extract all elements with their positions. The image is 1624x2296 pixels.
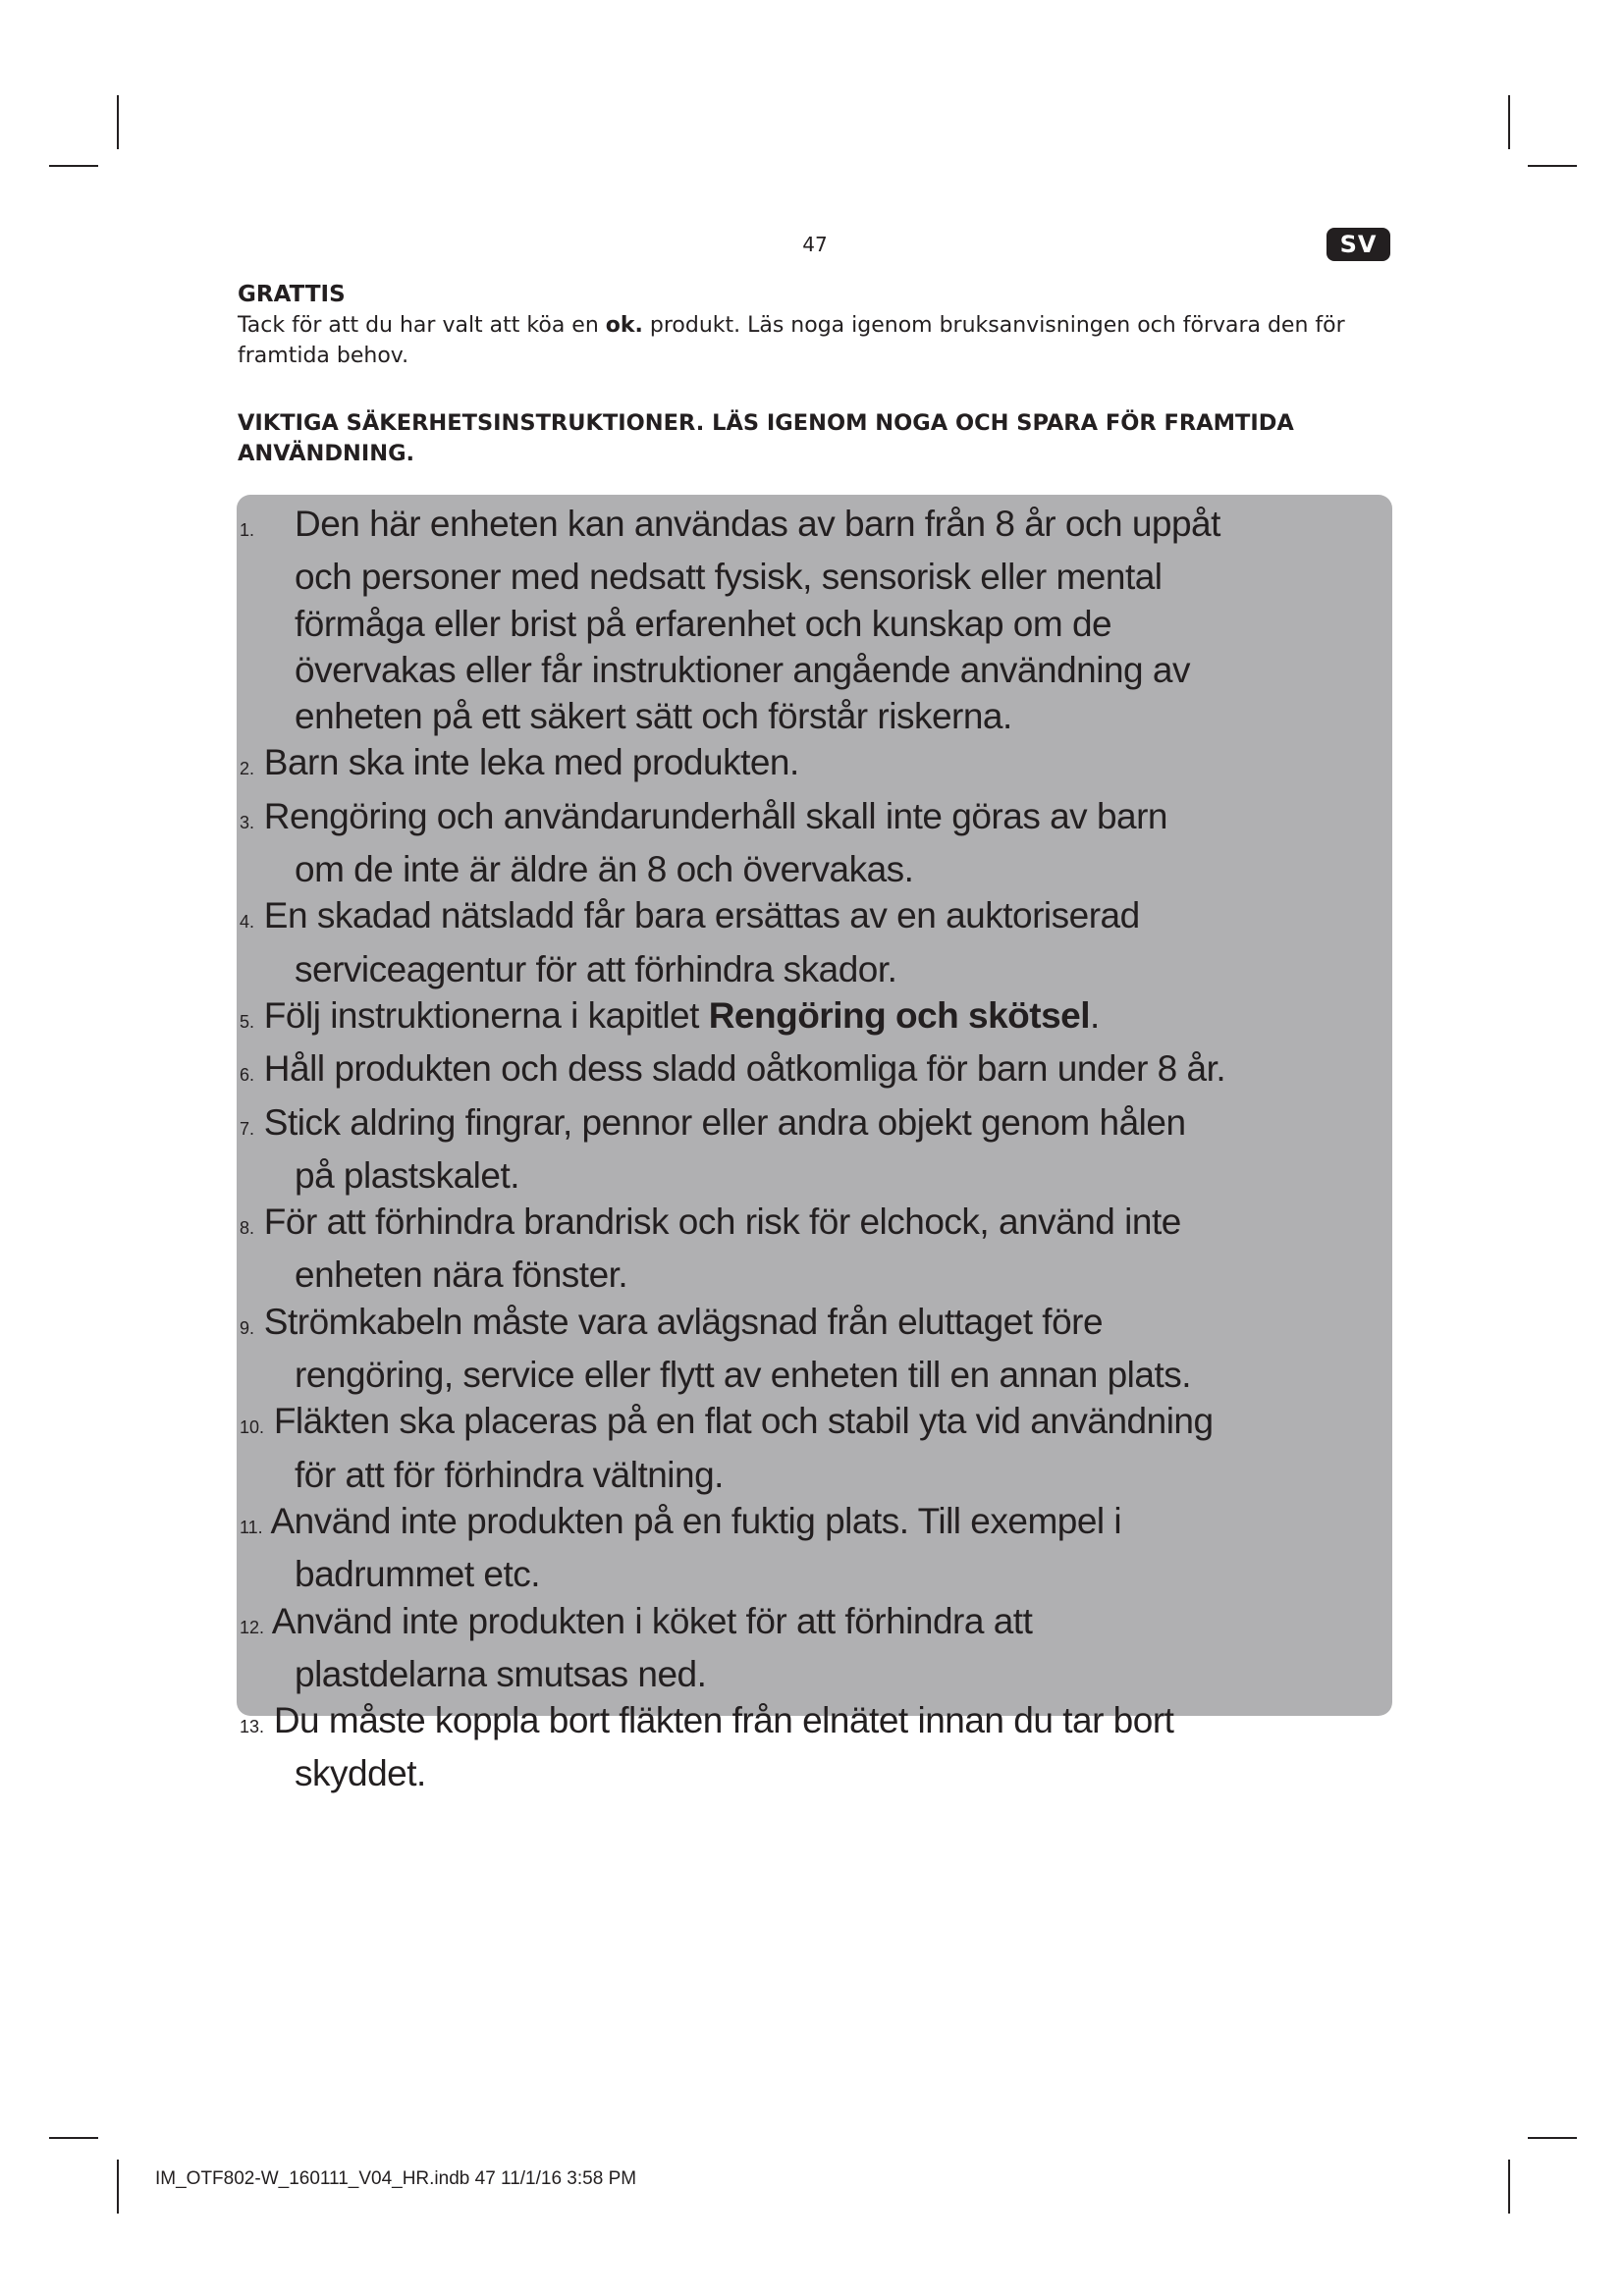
list-item xyxy=(240,1398,1392,1498)
item-text: Fläkten ska placeras på en flat och stabil yta vid användning xyxy=(273,1401,1214,1442)
safety-heading-line2: ANVÄNDNING. xyxy=(238,441,415,466)
intro-title: GRATTIS xyxy=(238,282,346,307)
item-text: Strömkabeln måste vara avlägsnad från eluttaget före xyxy=(263,1301,1104,1342)
crop-mark xyxy=(1528,165,1577,167)
item-text: för att för förhindra vältning. xyxy=(295,1454,724,1495)
list-item xyxy=(240,1045,1392,1098)
item-text: plastdelarna smutsas ned. xyxy=(295,1653,707,1694)
list-item xyxy=(240,892,1392,992)
item-number: 1. xyxy=(240,520,255,540)
list-item xyxy=(240,501,1392,739)
item-number: 5. xyxy=(240,1011,255,1032)
crop-mark xyxy=(1508,95,1510,149)
language-badge: SV xyxy=(1326,228,1390,261)
item-number: 7. xyxy=(240,1118,255,1139)
item-text: om de inte är äldre än 8 och övervakas. xyxy=(295,849,914,890)
item-text: enheten på ett säkert sätt och förstår riskerna. xyxy=(295,696,1012,737)
list-item xyxy=(240,1598,1392,1698)
crop-mark xyxy=(49,165,98,167)
intro-text-after: produkt. Läs noga igenom bruksanvisningen och förvara den för xyxy=(642,313,1345,338)
item-text: Den här enheten kan användas av barn från 8 år och uppåt xyxy=(295,504,1220,544)
item-text: enheten nära fönster. xyxy=(295,1255,628,1296)
item-text: och personer med nedsatt fysisk, sensorisk eller mental xyxy=(295,557,1163,598)
item-text: Använd inte produkten i köket för att förhindra att xyxy=(271,1600,1033,1641)
item-text: rengöring, service eller flytt av enheten till en annan plats. xyxy=(295,1355,1192,1396)
print-slug: IM_OTF802-W_160111_V04_HR.indb 47 11/1/16 3:58 PM xyxy=(155,2168,637,2189)
item-number: 2. xyxy=(240,759,255,779)
item-number: 9. xyxy=(240,1317,255,1338)
item-text: badrummet etc. xyxy=(295,1554,541,1595)
item-number: 3. xyxy=(240,812,255,832)
list-item xyxy=(240,992,1392,1045)
item-number: 8. xyxy=(240,1218,255,1239)
item-text: Barn ska inte leka med produkten. xyxy=(263,742,799,783)
safety-heading-line1: VIKTIGA SÄKERHETSINSTRUKTIONER. LÄS IGENOM NOGA OCH SPARA FÖR FRAMTIDA xyxy=(238,410,1294,436)
item-text: En skadad nätsladd får bara ersättas av en auktoriserad xyxy=(263,895,1140,936)
item-number: 11. xyxy=(240,1517,263,1537)
item-number: 10. xyxy=(240,1417,265,1438)
item-number: 12. xyxy=(240,1617,265,1637)
list-item xyxy=(240,793,1392,893)
brand-name: ok. xyxy=(605,313,643,338)
item-text: förmåga eller brist på erfarenhet och kunskap om de xyxy=(295,603,1112,644)
crop-mark xyxy=(117,2160,119,2214)
list-item xyxy=(240,1498,1392,1598)
item-number: 6. xyxy=(240,1065,255,1086)
list-item xyxy=(240,1299,1392,1399)
chapter-reference: Rengöring och skötsel xyxy=(708,994,1091,1036)
intro-section xyxy=(238,279,1391,371)
item-text: Följ instruktionerna i kapitlet xyxy=(263,994,709,1036)
item-text: För att förhindra brandrisk och risk för elchock, använd inte xyxy=(263,1201,1181,1243)
intro-text-before: Tack för att du har valt att köa en xyxy=(238,313,606,338)
crop-mark xyxy=(49,2137,98,2139)
crop-mark xyxy=(1528,2137,1577,2139)
item-text: Använd inte produkten på en fuktig plats. Till exempel i xyxy=(270,1500,1122,1541)
item-text: Du måste koppla bort fläkten från elnätet innan du tar bort xyxy=(273,1700,1174,1741)
list-item xyxy=(240,739,1392,792)
crop-mark xyxy=(1508,2160,1510,2214)
item-text: på plastskalet. xyxy=(295,1154,520,1196)
list-item xyxy=(240,1199,1392,1299)
page-number: 47 xyxy=(802,233,828,256)
safety-heading xyxy=(238,408,1391,469)
item-text: serviceagentur för att förhindra skador. xyxy=(295,948,897,989)
item-text: Håll produkten och dess sladd oåtkomliga för barn under 8 år. xyxy=(263,1048,1226,1090)
list-item xyxy=(240,1099,1392,1200)
item-text: Stick aldring fingrar, pennor eller andra objekt genom hålen xyxy=(263,1101,1186,1143)
list-item xyxy=(240,1697,1392,1797)
intro-text-line2: framtida behov. xyxy=(238,344,409,368)
safety-instructions-box xyxy=(237,495,1392,1794)
intro-text xyxy=(238,310,1391,371)
safety-list xyxy=(240,501,1392,1797)
item-text: skyddet. xyxy=(295,1753,426,1794)
crop-mark xyxy=(117,95,119,149)
item-text: . xyxy=(1090,994,1100,1036)
item-number: 13. xyxy=(240,1717,265,1737)
item-number: 4. xyxy=(240,912,255,933)
item-text: Rengöring och användarunderhåll skall inte göras av barn xyxy=(263,795,1168,836)
item-text: övervakas eller får instruktioner angående användning av xyxy=(295,649,1190,690)
